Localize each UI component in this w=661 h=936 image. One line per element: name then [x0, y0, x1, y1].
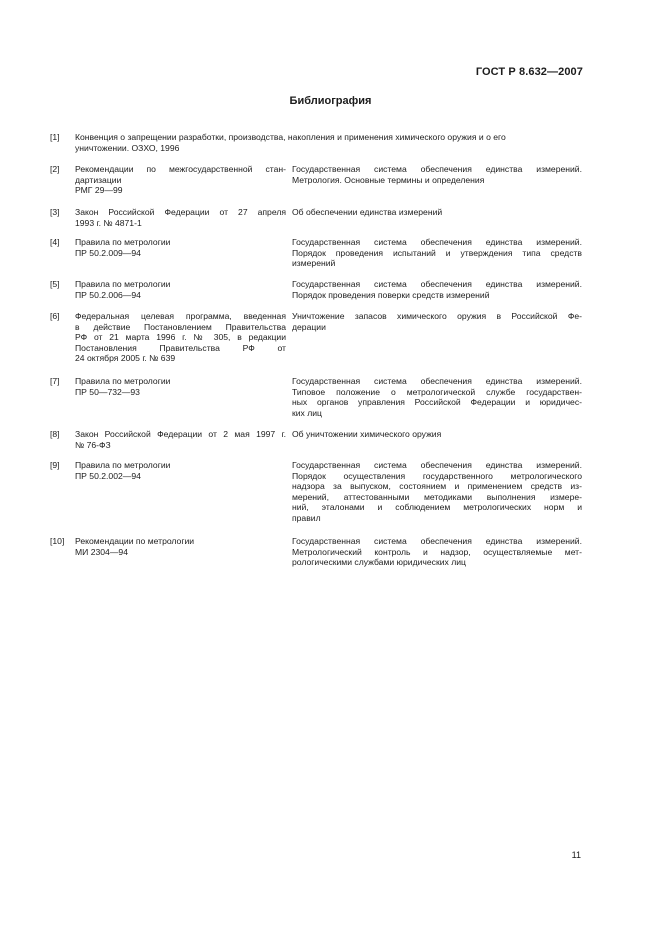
- source-line: Правила по метрологии: [75, 237, 171, 247]
- source-line: РФ от 21 марта 1996 г. № 305, в редакции: [75, 332, 286, 343]
- entry-number: [10]: [50, 536, 65, 546]
- title-line: Государственная система обеспечения единства измерений.: [292, 536, 582, 546]
- source-line: Правила по метрологии: [75, 279, 171, 289]
- source-line: Рекомендации по метрологии: [75, 536, 195, 546]
- title-line: дерации: [292, 321, 326, 332]
- bibliography-entry: [50, 460, 582, 523]
- entry-source: [75, 164, 286, 196]
- entry-source: [75, 429, 286, 450]
- title-line: Метрология. Основные термины и определения: [292, 174, 485, 185]
- source-line: Правила по метрологии: [75, 376, 171, 386]
- title-line: Об обеспечении единства измерений: [292, 207, 443, 217]
- entry-title: [292, 311, 582, 332]
- entry-title: [292, 279, 582, 300]
- entry-number: [8]: [50, 429, 60, 439]
- entry-source: [75, 460, 286, 481]
- title-line: Государственная система обеспечения единства измерений.: [292, 237, 582, 247]
- title-line: измерений: [292, 258, 336, 269]
- title-line: Государственная система обеспечения единства измерений.: [292, 279, 582, 289]
- entry-title: [292, 376, 582, 418]
- source-line: Закон Российской Федерации от 2 мая 1997 г.: [75, 429, 286, 439]
- title-line: Метрологический контроль и надзор, осуществляемые мет-: [292, 546, 582, 557]
- title-line: ных органов управления Российской Федерации и юридичес-: [292, 397, 582, 408]
- entry-title: [292, 237, 582, 269]
- title-line: Порядок проведения поверки средств измерений: [292, 289, 490, 300]
- entry-title: [292, 429, 582, 440]
- entry-number: [9]: [50, 460, 60, 470]
- entry-title: [292, 207, 582, 218]
- source-line: в действие Постановлением Правительства: [75, 321, 286, 332]
- title-line: Государственная система обеспечения единства измерений.: [292, 460, 582, 470]
- source-line: Конвенция о запрещении разработки, производства, накопления и применения химического оружия и о его: [75, 132, 506, 142]
- entry-source: [75, 207, 286, 228]
- entry-title: [292, 164, 582, 185]
- bibliography-entry: [50, 164, 582, 196]
- page-title: Библиография: [289, 95, 372, 107]
- entry-source: [75, 376, 286, 397]
- source-line: Правила по метрологии: [75, 460, 171, 470]
- entry-number: [4]: [50, 237, 60, 247]
- bibliography-entry: [50, 311, 582, 364]
- entry-number: [7]: [50, 376, 60, 386]
- page-number: 11: [571, 850, 581, 860]
- title-line: Государственная система обеспечения единства измерений.: [292, 164, 582, 174]
- entry-source: [75, 311, 286, 364]
- title-line: Порядок осуществления государственного метрологического: [292, 470, 582, 481]
- title-line: Государственная система обеспечения единства измерений.: [292, 376, 582, 386]
- entry-source: [75, 536, 286, 557]
- bibliography-entry: [50, 207, 582, 228]
- bibliography-entry: [50, 237, 582, 269]
- source-line: № 76-ФЗ: [75, 439, 111, 450]
- source-line: Постановления Правительства РФ от: [75, 342, 286, 353]
- title-line: правил: [292, 512, 321, 523]
- title-line: надзора за выпуском, состоянием и применением средств из-: [292, 481, 582, 492]
- title-line: ний, эталонами и соблюдением метрологических норм и: [292, 502, 582, 513]
- title-line: Уничтожение запасов химического оружия в Российской Фе-: [292, 311, 582, 321]
- entry-source: [75, 132, 582, 153]
- source-line: ПР 50—732—93: [75, 386, 140, 397]
- title-line: Типовое положение о метрологической службе государствен-: [292, 386, 582, 397]
- standard-code: ГОСТ Р 8.632—2007: [475, 66, 583, 78]
- entry-title: [292, 536, 582, 568]
- title-line: Об уничтожении химического оружия: [292, 429, 442, 439]
- entry-number: [5]: [50, 279, 60, 289]
- source-line: Закон Российской Федерации от 27 апреля: [75, 207, 286, 217]
- title-line: ких лиц: [292, 407, 322, 418]
- source-line: РМГ 29—99: [75, 185, 123, 196]
- bibliography-entry: [50, 132, 582, 153]
- source-line: Рекомендации по межгосударственной стан-: [75, 164, 286, 174]
- source-line: ПР 50.2.009—94: [75, 247, 141, 258]
- entry-source: [75, 279, 286, 300]
- entry-title: [292, 460, 582, 524]
- source-line: ПР 50.2.002—94: [75, 470, 141, 481]
- entry-number: [1]: [50, 132, 60, 142]
- title-line: мерений, аттестованными методиками выполнения измере-: [292, 491, 582, 502]
- bibliography-entry: [50, 429, 582, 450]
- bibliography-entry: [50, 376, 582, 418]
- bibliography-entry: [50, 536, 582, 568]
- title-line: Порядок проведения испытаний и утверждения типа средств: [292, 247, 582, 258]
- source-line: МИ 2304—94: [75, 546, 128, 557]
- entry-number: [6]: [50, 311, 60, 321]
- source-line: Федеральная целевая программа, введенная: [75, 311, 286, 321]
- bibliography-entry: [50, 279, 582, 300]
- source-line: дартизации: [75, 174, 122, 185]
- entry-number: [2]: [50, 164, 60, 174]
- source-line: 24 октября 2005 г. № 639: [75, 353, 176, 364]
- entry-source: [75, 237, 286, 258]
- title-line: рологическими службами юридических лиц: [292, 557, 466, 568]
- source-line: ПР 50.2.006—94: [75, 289, 141, 300]
- entry-number: [3]: [50, 207, 60, 217]
- source-line: 1993 г. № 4871-1: [75, 217, 142, 228]
- source-line: уничтожении. ОЗХО, 1996: [75, 142, 180, 153]
